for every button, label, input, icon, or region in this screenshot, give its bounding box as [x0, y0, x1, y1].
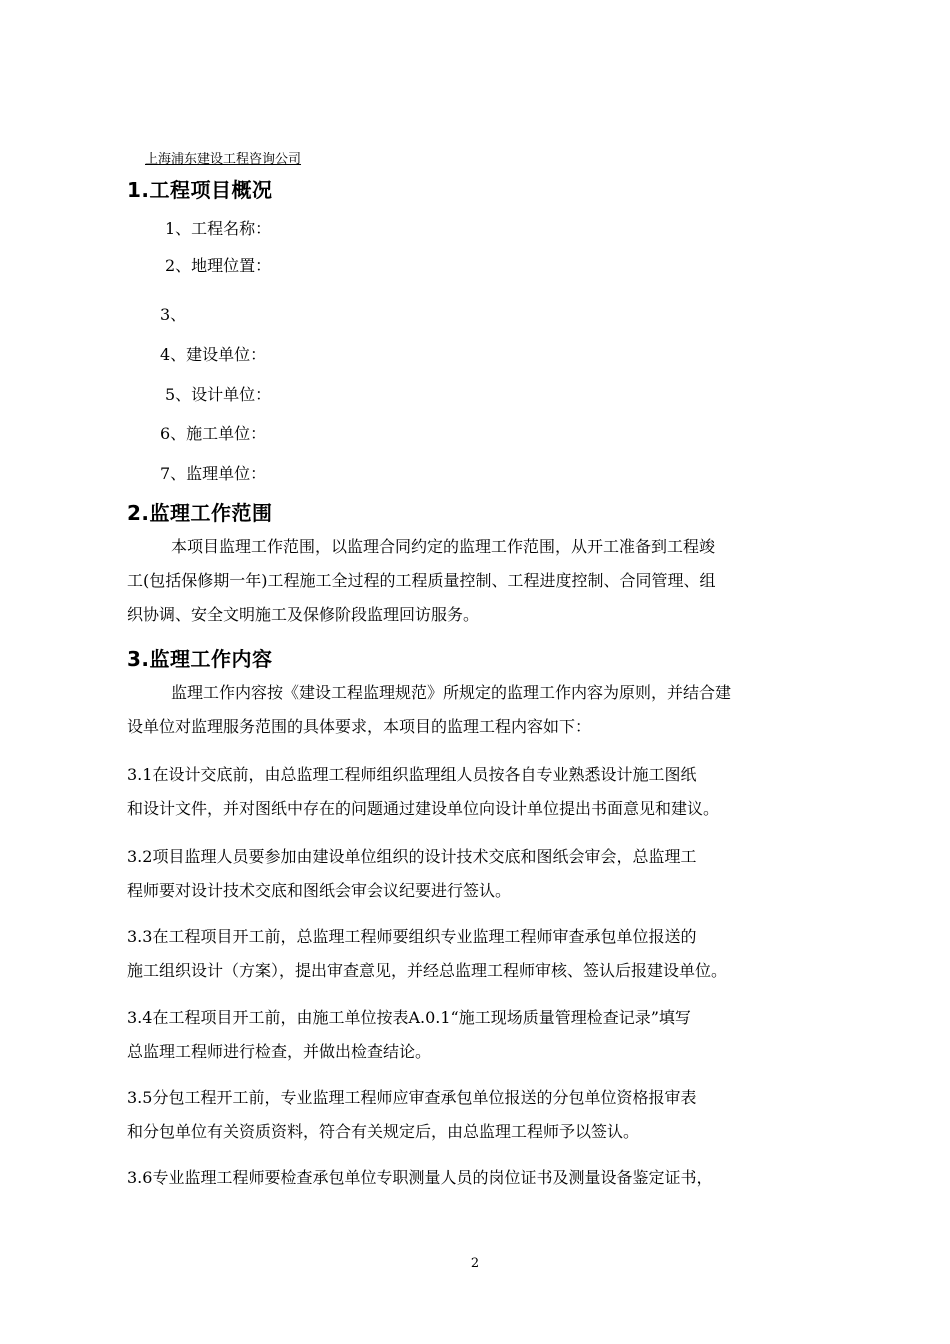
paragraph-line: 3.1在设计交底前，由总监理工程师组织监理组人员按各自专业熟悉设计施工图纸 [127, 765, 697, 784]
scope-paragraph [127, 530, 827, 632]
paragraph-line: 监理工作内容按《建设工程监理规范》所规定的监理工作内容为原则，并结合建 [171, 683, 732, 702]
paragraph-line: 3.2项目监理人员要参加由建设单位组织的设计技术交底和图纸会审会，总监理工 [127, 847, 697, 866]
paragraph-line: 程师要对设计技术交底和图纸会审会议纪要进行签认。 [127, 881, 512, 900]
clause-3-3 [127, 920, 827, 988]
paragraph-line: 总监理工程师进行检查，并做出检查结论。 [127, 1042, 432, 1061]
paragraph-line: 设单位对监理服务范围的具体要求，本项目的监理工程内容如下： [127, 717, 592, 736]
paragraph-line: 3.5分包工程开工前，专业监理工程师应审查承包单位报送的分包单位资格报审表 [127, 1088, 697, 1107]
paragraph-line: 3.4在工程项目开工前，由施工单位按表A.0.1“施工现场质量管理检查记录”填写 [127, 1008, 691, 1027]
paragraph-line: 3.3在工程项目开工前，总监理工程师要组织专业监理工程师审查承包单位报送的 [127, 927, 697, 946]
paragraph-line: 施工组织设计（方案），提出审查意见，并经总监理工程师审核、签认后报建设单位。 [127, 961, 728, 980]
content-intro-paragraph [127, 676, 827, 744]
section-1-title: 1.工程项目概况 [127, 178, 273, 202]
clause-3-1 [127, 758, 827, 826]
section-3-title: 3.监理工作内容 [127, 647, 273, 671]
overview-item-2: 2、地理位置： [165, 256, 272, 275]
page-number: 2 [470, 1256, 480, 1271]
overview-item-6: 6、施工单位： [160, 424, 267, 443]
paragraph-line: 织协调、安全文明施工及保修阶段监理回访服务。 [127, 605, 480, 624]
paragraph-line: 和设计文件，并对图纸中存在的问题通过建设单位向设计单位提出书面意见和建议。 [127, 799, 720, 818]
overview-item-1: 1、工程名称： [165, 219, 272, 238]
paragraph-line: 3.6专业监理工程师要检查承包单位专职测量人员的岗位证书及测量设备鉴定证书， [127, 1168, 713, 1187]
paragraph-line: 本项目监理工作范围，以监理合同约定的监理工作范围，从开工准备到工程竣 [171, 537, 716, 556]
overview-item-5: 5、设计单位： [165, 385, 272, 404]
overview-item-4: 4、建设单位： [160, 345, 267, 364]
paragraph-line: 和分包单位有关资质资料，符合有关规定后，由总监理工程师予以签认。 [127, 1122, 640, 1141]
clause-3-4 [127, 1001, 827, 1069]
clause-3-6 [127, 1161, 827, 1195]
clause-3-2 [127, 840, 827, 908]
section-2-title: 2.监理工作范围 [127, 501, 273, 525]
company-header: 上海浦东建设工程咨询公司 [145, 152, 302, 167]
overview-item-3: 3、 [160, 305, 187, 324]
clause-3-5 [127, 1081, 827, 1149]
paragraph-line: 工(包括保修期一年)工程施工全过程的工程质量控制、工程进度控制、合同管理、组 [127, 571, 716, 590]
overview-item-7: 7、监理单位： [160, 464, 267, 483]
